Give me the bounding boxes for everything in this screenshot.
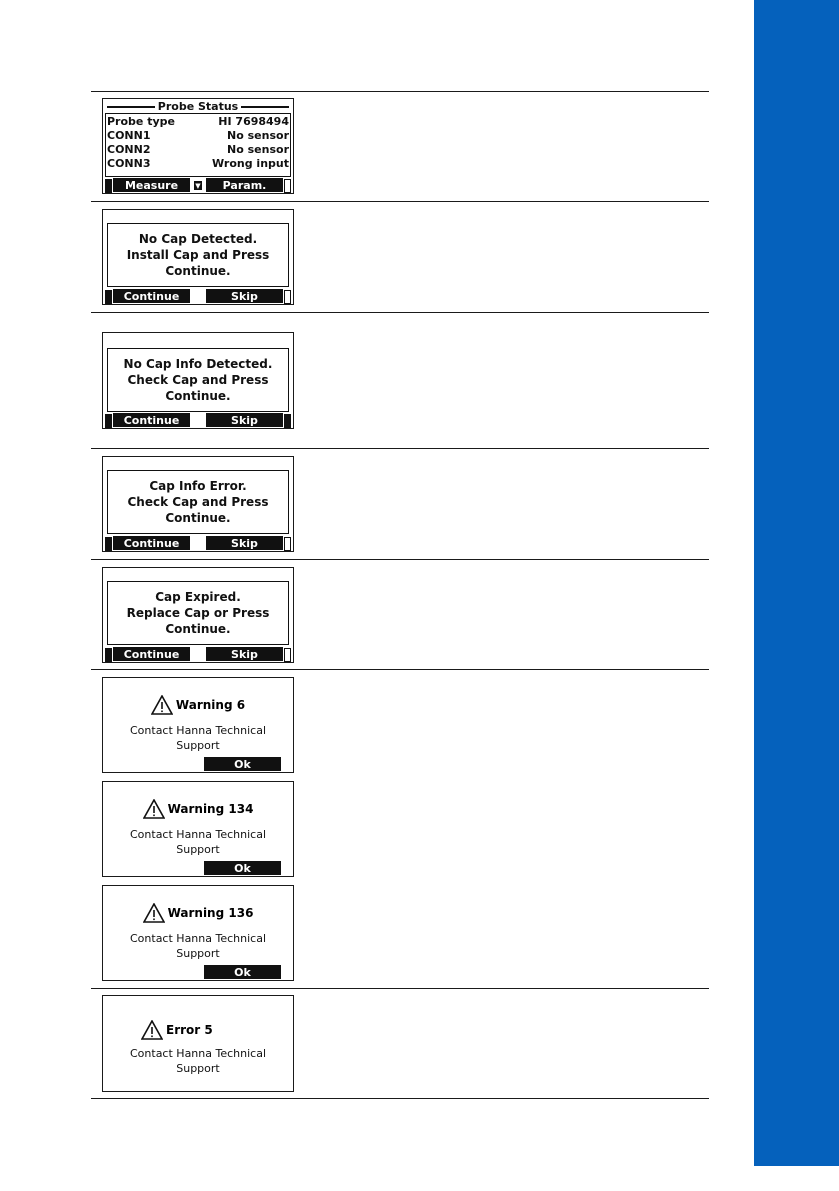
lock-icon [284,290,291,304]
warning-triangle-icon [143,903,165,923]
divider [91,91,709,92]
message-box [107,348,289,412]
param-key[interactable]: Param. [206,178,283,192]
message-line: Support [176,843,220,856]
lock-icon [284,179,291,193]
message-line: Check Cap and Press [127,495,269,509]
probe-status-header [107,100,289,113]
row-label: CONN3 [107,156,151,170]
message-line: Support [176,739,220,752]
warning-136-screen [102,885,294,981]
continue-button[interactable]: Continue [113,536,190,550]
warning-triangle-icon [141,1020,163,1040]
cap-info-error-screen [102,456,294,552]
message-line: Replace Cap or Press [126,606,270,620]
warning-6-screen [102,677,294,773]
probe-status-title: Probe Status [157,100,239,113]
warning-title: Warning 136 [167,906,254,920]
message-box [107,223,289,287]
message-line: No Cap Detected. [138,232,258,246]
message-line: No Cap Info Detected. [123,357,273,371]
arrow-down-icon[interactable]: ▼ [195,181,201,190]
divider [91,559,709,560]
lock-icon [105,648,112,662]
skip-button[interactable]: Skip [206,289,283,303]
warning-134-screen [102,781,294,877]
lock-icon [284,537,291,551]
warning-message [103,827,293,857]
message-line: Continue. [165,389,231,403]
ok-button[interactable]: Ok [204,861,281,875]
error-5-screen [102,995,294,1092]
message-line: Check Cap and Press [127,373,269,387]
warning-message [103,931,293,961]
divider [91,201,709,202]
softkey-bar [103,178,293,192]
softkey-bar [103,413,293,427]
message-line: Continue. [165,622,231,636]
message-line: Contact Hanna Technical [130,724,266,737]
warning-title: Warning 6 [175,698,246,712]
probe-status-screen [102,98,294,194]
lock-icon [105,414,112,428]
cap-expired-screen [102,567,294,663]
ok-button[interactable]: Ok [204,965,281,979]
message-line: Continue. [165,511,231,525]
lock-icon [105,179,112,193]
lock-icon [105,290,112,304]
lock-icon [284,648,291,662]
skip-button[interactable]: Skip [206,647,283,661]
status-row [107,142,289,156]
warning-triangle-icon [151,695,173,715]
row-value: No sensor [227,142,289,156]
message-line: Contact Hanna Technical [130,1047,266,1060]
message-line: Install Cap and Press [126,248,270,262]
divider [91,1098,709,1099]
message-line: Continue. [165,264,231,278]
skip-button[interactable]: Skip [206,536,283,550]
message-line: Contact Hanna Technical [130,932,266,945]
status-row [107,128,289,142]
row-value: Wrong input [211,156,289,170]
warning-message [103,723,293,753]
error-message [103,1046,293,1076]
divider [91,669,709,670]
message-box [107,581,289,645]
softkey-bar [103,536,293,550]
lock-icon [105,537,112,551]
message-line: Cap Expired. [155,590,241,604]
softkey-bar [103,289,293,303]
ok-button[interactable]: Ok [204,757,281,771]
row-label: CONN1 [107,128,151,142]
message-line: Support [176,947,220,960]
continue-button[interactable]: Continue [113,647,190,661]
no-cap-info-screen [102,332,294,429]
warning-header [103,694,293,716]
measure-key[interactable]: Measure [113,178,190,192]
skip-button[interactable]: Skip [206,413,283,427]
error-title: Error 5 [166,1023,213,1037]
divider [91,988,709,989]
message-line: Contact Hanna Technical [130,828,266,841]
status-row [107,156,289,170]
row-label: CONN2 [107,142,151,156]
warning-title: Warning 134 [167,802,254,816]
continue-button[interactable]: Continue [113,413,190,427]
no-cap-screen [102,209,294,305]
divider [91,312,709,313]
side-tab [754,0,839,1166]
lock-icon [284,414,291,428]
row-value: No sensor [227,128,289,142]
softkey-bar [103,647,293,661]
message-line: Support [176,1062,220,1075]
warning-triangle-icon [143,799,165,819]
divider [91,448,709,449]
row-label: Probe type [107,114,175,128]
message-line: Cap Info Error. [149,479,247,493]
warning-header [103,798,293,820]
warning-header [103,902,293,924]
message-box [107,470,289,534]
error-header [103,1019,293,1041]
row-value: HI 7698494 [218,114,289,128]
status-row [107,114,289,128]
continue-button[interactable]: Continue [113,289,190,303]
